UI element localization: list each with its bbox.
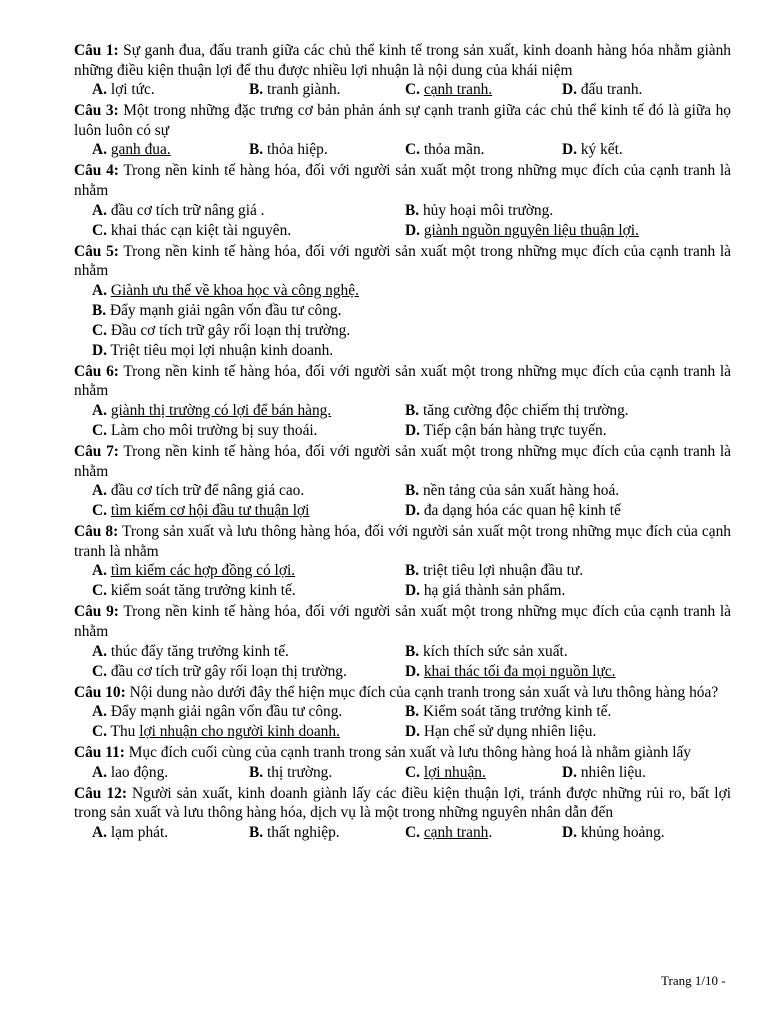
option-text: kiểm soát tăng trưởng kinh tế.	[110, 582, 296, 600]
option-b[interactable]	[405, 481, 619, 501]
option-text: Đẩy mạnh giải ngân vốn đầu tư công.	[109, 301, 342, 319]
question-label: Câu 3:	[74, 102, 119, 120]
question-text: Sự ganh đua, đấu tranh giữa các chủ thể kinh tế trong sản xuất, kinh doanh hàng hóa nhằm giành những điều kiện thuận lợi để thu được nhiều lợi nhuận là nội dung của khái niệm	[74, 42, 731, 79]
options-row	[92, 722, 731, 742]
option-letter: C.	[405, 141, 420, 159]
option-c[interactable]	[92, 421, 318, 441]
question-stem	[74, 442, 731, 481]
option-text: thất nghiệp.	[266, 823, 340, 841]
option-letter: A.	[92, 642, 107, 660]
option-c[interactable]	[92, 722, 340, 742]
question-label: Câu 1:	[74, 42, 119, 59]
option-letter: C.	[92, 321, 107, 339]
option-text-answer: giành nguồn nguyên liệu thuận lợi.	[423, 221, 639, 239]
option-letter: B.	[405, 562, 420, 580]
option-text: khủng hoảng.	[580, 823, 665, 841]
question-4	[74, 161, 731, 240]
option-text-answer: lợi nhuận cho người kinh doanh.	[139, 723, 340, 741]
question-label: Câu 7:	[74, 442, 119, 460]
option-text: tăng cường độc chiếm thị trường.	[422, 401, 629, 419]
question-6	[74, 362, 731, 441]
option-text: Triệt tiêu mọi lợi nhuận kinh doanh.	[110, 341, 334, 359]
option-d[interactable]	[405, 722, 596, 742]
option-text-prefix: Thu	[110, 723, 140, 741]
option-letter: D.	[405, 221, 420, 239]
question-text: Trong nền kinh tế hàng hóa, đối với người sản xuất một trong những mục đích của cạnh tranh là nhằm	[74, 242, 731, 280]
option-c[interactable]	[405, 80, 492, 100]
option-letter: A.	[92, 81, 107, 99]
option-a[interactable]	[92, 281, 359, 301]
option-text-answer: tìm kiếm cơ hội đầu tư thuận lợi	[110, 502, 310, 520]
option-letter: A.	[92, 763, 107, 781]
question-stem	[74, 41, 731, 80]
option-letter: B.	[405, 703, 420, 721]
options-row	[92, 561, 731, 581]
option-c[interactable]	[92, 321, 350, 341]
option-b[interactable]	[249, 763, 332, 783]
question-label: Câu 12:	[74, 784, 127, 802]
option-text: nền tảng của sản xuất hàng hoá.	[422, 482, 620, 500]
question-text: Trong nền kinh tế hàng hóa, đối với người sản xuất một trong những mục đích của cạnh tranh là nhằm	[74, 162, 731, 199]
question-label: Câu 8:	[74, 523, 119, 541]
option-text-answer: cạnh tranh.	[423, 81, 493, 99]
options-row	[92, 401, 731, 421]
question-stem	[74, 784, 731, 823]
option-letter: C.	[92, 582, 107, 600]
option-letter: C.	[405, 81, 420, 99]
option-text-answer: tìm kiếm các hợp đồng có lợi.	[110, 562, 296, 580]
option-b[interactable]	[249, 823, 340, 843]
option-text-answer: khai thác tối đa mọi nguồn lực.	[423, 662, 616, 680]
options-row	[92, 481, 731, 501]
question-3	[74, 101, 731, 160]
option-text: Hạn chế sử dụng nhiên liệu.	[423, 723, 597, 741]
question-5	[74, 242, 731, 361]
option-a[interactable]	[92, 823, 168, 843]
option-letter: D.	[562, 823, 577, 841]
option-letter: A.	[92, 281, 107, 299]
option-text: Kiểm soát tăng trưởng kinh tế.	[422, 703, 612, 721]
option-letter: B.	[405, 642, 420, 660]
option-text-answer: Giành ưu thế về khoa học và công nghệ.	[110, 281, 359, 299]
options-row	[92, 501, 731, 521]
option-a[interactable]	[92, 702, 342, 722]
question-12	[74, 784, 731, 843]
options-row	[92, 140, 731, 160]
option-b[interactable]	[249, 80, 341, 100]
option-b[interactable]	[405, 642, 568, 662]
option-text: hạ giá thành sản phẩm.	[423, 582, 566, 600]
question-label: Câu 6:	[74, 362, 119, 380]
question-label: Câu 4:	[74, 162, 119, 180]
option-d[interactable]	[405, 221, 639, 241]
option-d[interactable]	[562, 823, 665, 843]
option-d[interactable]	[405, 581, 565, 601]
options-row	[92, 421, 731, 441]
option-text: đấu tranh.	[580, 81, 643, 99]
question-text: Trong nền kinh tế hàng hóa, đối với người sản xuất một trong những mục đích của cạnh tranh là nhằm	[74, 362, 731, 400]
option-letter: B.	[249, 81, 264, 99]
option-letter: B.	[249, 763, 264, 781]
option-letter: D.	[405, 662, 420, 680]
option-text: lạm phát.	[110, 823, 169, 841]
options-row	[92, 301, 731, 321]
option-letter: B.	[405, 201, 420, 219]
option-text: thúc đẩy tăng trưởng kinh tế.	[110, 642, 289, 660]
option-letter: C.	[92, 723, 107, 741]
option-text: Tiếp cận bán hàng trực tuyến.	[423, 421, 607, 439]
option-c[interactable]	[92, 581, 296, 601]
option-letter: A.	[92, 823, 107, 841]
question-stem	[74, 522, 731, 561]
question-stem	[74, 362, 731, 401]
option-a[interactable]	[92, 763, 168, 783]
option-letter: C.	[92, 662, 107, 680]
option-text-answer: lợi nhuận.	[423, 763, 486, 781]
options-row	[92, 763, 731, 783]
option-text: Đẩy mạnh giải ngân vốn đầu tư công.	[110, 703, 343, 721]
option-text: đa dạng hóa các quan hệ kinh tế	[423, 502, 621, 520]
question-label: Câu 10:	[74, 683, 126, 701]
question-text: Trong nền kinh tế hàng hóa, đối với người sản xuất một trong những mục đích của cạnh tranh là nhằm	[74, 442, 731, 480]
option-text: thỏa hiệp.	[266, 141, 328, 159]
question-label: Câu 9:	[74, 603, 119, 621]
options-row	[92, 80, 731, 100]
option-letter: D.	[405, 421, 420, 439]
option-text: Làm cho môi trường bị suy thoái.	[110, 421, 318, 439]
option-d[interactable]	[92, 341, 333, 361]
option-letter: A.	[92, 141, 107, 159]
options-row	[92, 281, 731, 301]
question-label: Câu 11:	[74, 744, 125, 762]
option-letter: D.	[562, 141, 577, 159]
option-text: khai thác cạn kiệt tài nguyên.	[110, 221, 292, 239]
question-stem	[74, 161, 731, 200]
option-letter: C.	[92, 502, 107, 520]
option-letter: C.	[405, 763, 420, 781]
option-c[interactable]	[92, 221, 291, 241]
option-d[interactable]	[562, 140, 623, 160]
question-stem	[74, 242, 731, 281]
question-text: Một trong những đặc trưng cơ bản phản ánh sự cạnh tranh giữa các chủ thể kinh tế đó là giữa họ luôn luôn có sự	[74, 102, 731, 139]
options-row	[92, 823, 731, 843]
option-b[interactable]	[405, 201, 553, 221]
option-text: Đầu cơ tích trữ gây rối loạn thị trường.	[110, 321, 351, 339]
option-b[interactable]	[405, 702, 611, 722]
option-text: kích thích sức sản xuất.	[422, 642, 568, 660]
option-d[interactable]	[405, 501, 621, 521]
option-a[interactable]	[92, 140, 171, 160]
option-text: thị trường.	[266, 763, 333, 781]
option-text: nhiên liệu.	[580, 763, 646, 781]
option-letter: A.	[92, 703, 107, 721]
options-row	[92, 642, 731, 662]
option-letter: D.	[405, 723, 420, 741]
option-text: lao động.	[110, 763, 169, 781]
question-text: Trong nền kinh tế hàng hóa, đối với người sản xuất một trong những mục đích của cạnh tranh là nhằm	[74, 603, 731, 640]
option-letter: B.	[405, 482, 420, 500]
question-text: Mục đích cuối cùng của cạnh tranh trong sản xuất và lưu thông hàng hoá là nhằm giành lấy	[128, 744, 691, 762]
options-row	[92, 201, 731, 221]
question-stem	[74, 602, 731, 641]
question-stem	[74, 101, 731, 140]
option-text: thỏa mãn.	[423, 141, 485, 159]
option-c[interactable]	[92, 662, 347, 682]
option-c[interactable]	[92, 501, 309, 521]
option-letter: B.	[405, 401, 420, 419]
option-b[interactable]	[405, 561, 583, 581]
question-text: Trong sản xuất và lưu thông hàng hóa, đối với người sản xuất một trong những mục đích của cạnh tranh là nhằm	[74, 523, 731, 560]
option-text: tranh giành.	[266, 81, 341, 99]
question-8	[74, 522, 731, 601]
question-11	[74, 743, 731, 783]
option-letter: B.	[249, 823, 264, 841]
option-text: đầu cơ tích trữ nâng giá .	[110, 201, 265, 219]
question-text: Người sản xuất, kinh doanh giành lấy các điều kiện thuận lợi, tránh được những rủi ro, bất lợi trong sản xuất và lưu thông hàng hóa, dịch vụ là một trong những nguyên nhân dẫn đến	[74, 784, 731, 822]
option-a[interactable]	[92, 80, 155, 100]
option-d[interactable]	[405, 421, 607, 441]
option-a[interactable]	[92, 201, 265, 221]
option-a[interactable]	[92, 481, 304, 501]
question-10	[74, 683, 731, 743]
option-letter: A.	[92, 201, 107, 219]
question-label: Câu 5:	[74, 242, 119, 260]
document-body	[74, 41, 731, 844]
option-letter: D.	[562, 81, 577, 99]
options-row	[92, 702, 731, 722]
option-d[interactable]	[405, 662, 616, 682]
option-text-answer: giành thị trường có lợi để bán hàng.	[110, 401, 332, 419]
option-letter: C.	[92, 221, 107, 239]
option-text-answer: cạnh tranh	[423, 823, 489, 841]
option-letter: A.	[92, 401, 107, 419]
options-row	[92, 581, 731, 601]
option-b[interactable]	[405, 401, 629, 421]
option-b[interactable]	[249, 140, 328, 160]
option-text: lợi tức.	[110, 81, 155, 99]
option-text: hủy hoại môi trường.	[422, 201, 554, 219]
question-text: Nội dung nào dưới đây thể hiện mục đích của cạnh tranh trong sản xuất và lưu thông hàng hóa?	[129, 683, 719, 701]
option-letter: D.	[405, 582, 420, 600]
question-7	[74, 442, 731, 521]
options-row	[92, 662, 731, 682]
question-stem	[74, 743, 731, 763]
option-text: đầu cơ tích trữ gây rối loạn thị trường.	[110, 662, 347, 680]
option-letter: D.	[405, 502, 420, 520]
options-row	[92, 321, 731, 341]
option-letter: B.	[92, 301, 107, 319]
option-letter: B.	[249, 141, 264, 159]
option-c[interactable]	[405, 823, 492, 843]
option-letter: A.	[92, 482, 107, 500]
options-row	[92, 221, 731, 241]
option-letter: C.	[92, 421, 107, 439]
option-a[interactable]	[92, 642, 289, 662]
page-footer: Trang 1/10 -	[661, 973, 726, 988]
option-text-answer: ganh đua.	[110, 141, 171, 159]
option-c[interactable]	[405, 763, 486, 783]
option-d[interactable]	[562, 763, 646, 783]
question-9	[74, 602, 731, 681]
option-text: triệt tiêu lợi nhuận đầu tư.	[422, 562, 584, 580]
option-a[interactable]	[92, 401, 331, 421]
option-letter: D.	[92, 341, 107, 359]
option-letter: A.	[92, 562, 107, 580]
option-letter: D.	[562, 763, 577, 781]
option-b[interactable]	[92, 301, 341, 321]
option-d[interactable]	[562, 80, 642, 100]
option-a[interactable]	[92, 561, 295, 581]
option-c[interactable]	[405, 140, 485, 160]
option-text-suffix: .	[488, 823, 493, 841]
option-letter: C.	[405, 823, 420, 841]
option-text: đầu cơ tích trữ để nâng giá cao.	[110, 482, 305, 500]
question-1	[74, 41, 731, 100]
option-text: ký kết.	[580, 141, 623, 159]
question-stem	[74, 683, 731, 703]
options-row	[92, 341, 731, 361]
